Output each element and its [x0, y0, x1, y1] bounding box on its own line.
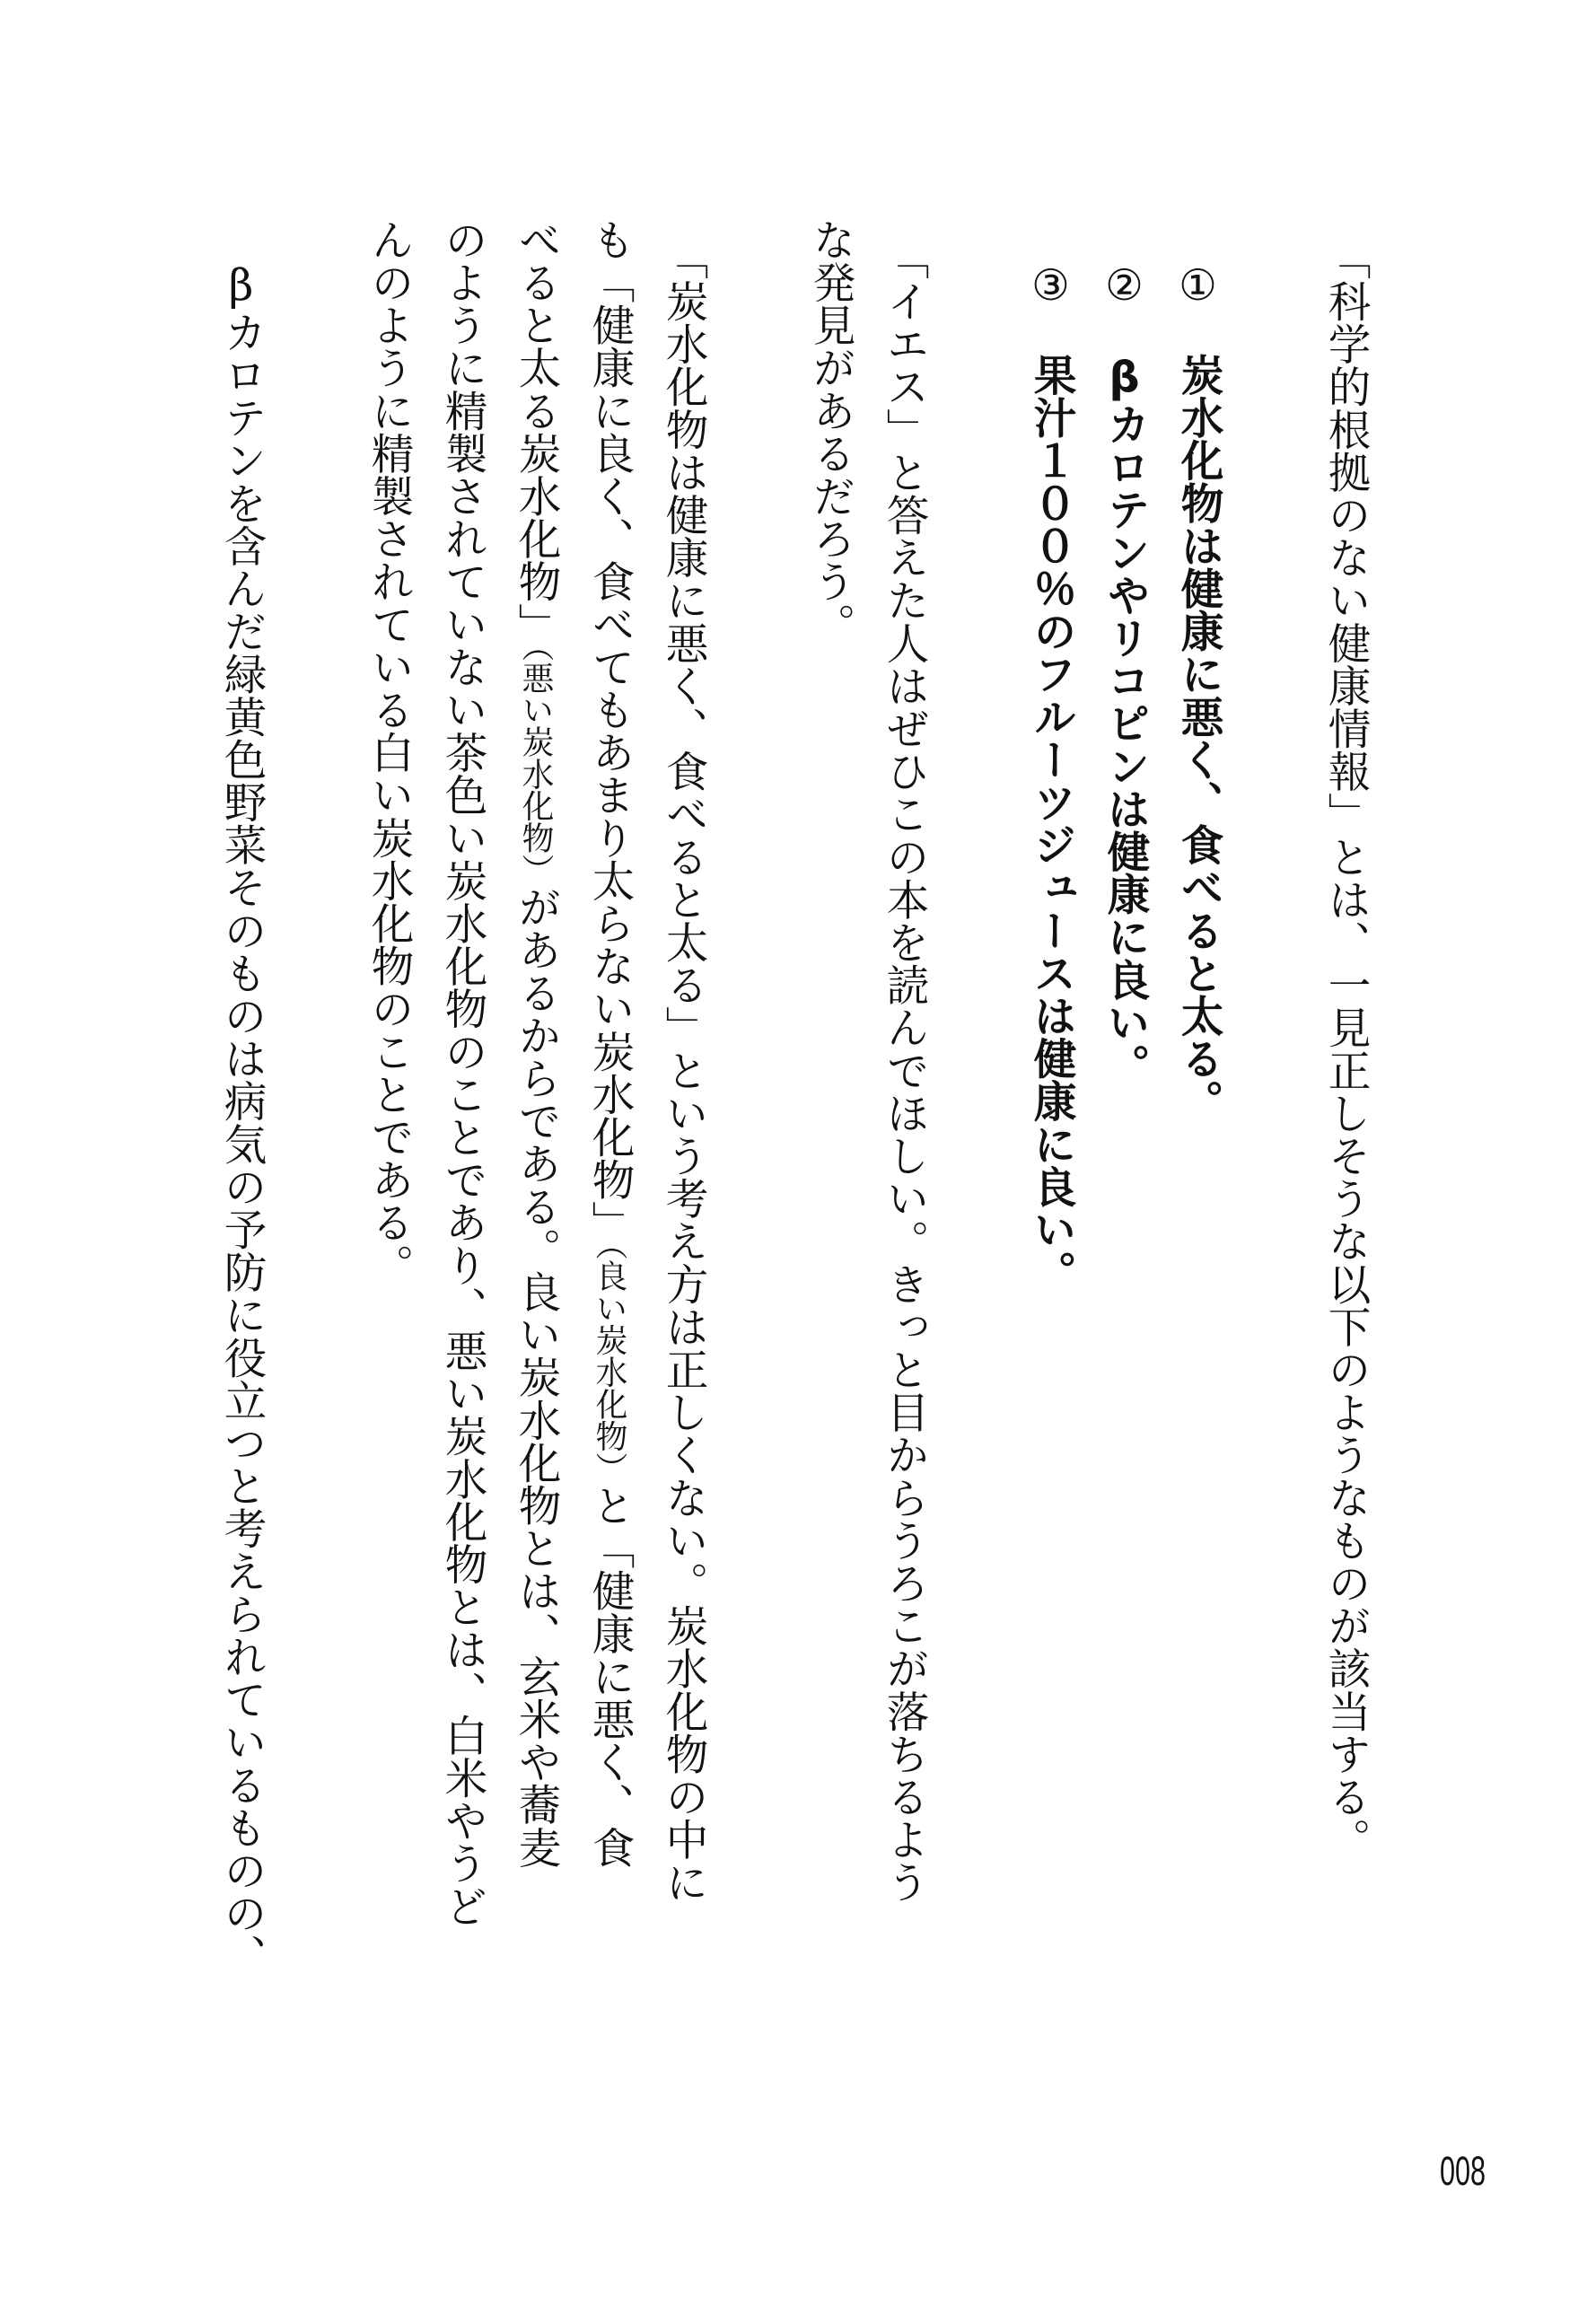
- text-segment: のように精製されていない茶色い炭水化物のことであり、悪い炭水化物とは、白米やうど: [437, 218, 487, 1927]
- answer-paragraph-line-2: な発見があるだろう。: [805, 218, 855, 645]
- circled-number-2: ②: [1100, 260, 1149, 311]
- list-item-text: βカロテンやリコピンは健康に良い。: [1100, 353, 1149, 1086]
- parenthetical-note: （悪い炭水化物）: [517, 645, 554, 886]
- text-segment: も「健康に良く、食べてもあまり太らない炭水化物」: [584, 218, 634, 1244]
- carb-paragraph-line-4: [437, 218, 487, 2058]
- text-segment: と「健康に悪く、食: [584, 1484, 634, 1869]
- list-item-text: 炭水化物は健康に悪く、食べると太る。: [1173, 353, 1223, 1122]
- circled-number-1: ①: [1173, 260, 1223, 311]
- carb-paragraph-line-1: [658, 218, 707, 2058]
- page-number: 008: [1440, 2148, 1486, 2194]
- beta-paragraph-line-1: βカロテンを含んだ緑黄色野菜そのものは病気の予防に役立つと考えられているものの、: [216, 260, 266, 1977]
- carb-paragraph-line-3: [511, 218, 560, 2058]
- answer-paragraph-line-1: 「イエス」と答えた人はぜひこの本を読んでほしい。きっと目からうろこが落ちるよう: [879, 237, 928, 1904]
- text-segment: 「炭水化物は健康に悪く、食べると太る」という考え方は正しくない。炭水化物の中に: [658, 237, 707, 1904]
- text-segment: んのように精製されている白い炭水化物のことである。: [364, 218, 413, 1286]
- list-item-3: [1026, 218, 1075, 2058]
- circled-number-3: ③: [1026, 260, 1075, 311]
- list-item-2: [1100, 218, 1149, 2058]
- text-segment: があるからである。良い炭水化物とは、玄米や蕎麦: [511, 885, 560, 1869]
- carb-paragraph-line-2: [584, 218, 634, 2058]
- carb-paragraph-line-5: [364, 218, 413, 2058]
- text-segment: べると太る炭水化物」: [511, 218, 560, 645]
- list-item-1: [1173, 218, 1223, 2058]
- list-item-text: 果汁１００％のフルーツジュースは健康に良い。: [1026, 353, 1075, 1294]
- parenthetical-note: （良い炭水化物）: [591, 1243, 627, 1485]
- intro-paragraph-line-1: 「科学的根拠のない健康情報」とは、一見正しそうな以下のようなものが該当する。: [1320, 237, 1370, 1862]
